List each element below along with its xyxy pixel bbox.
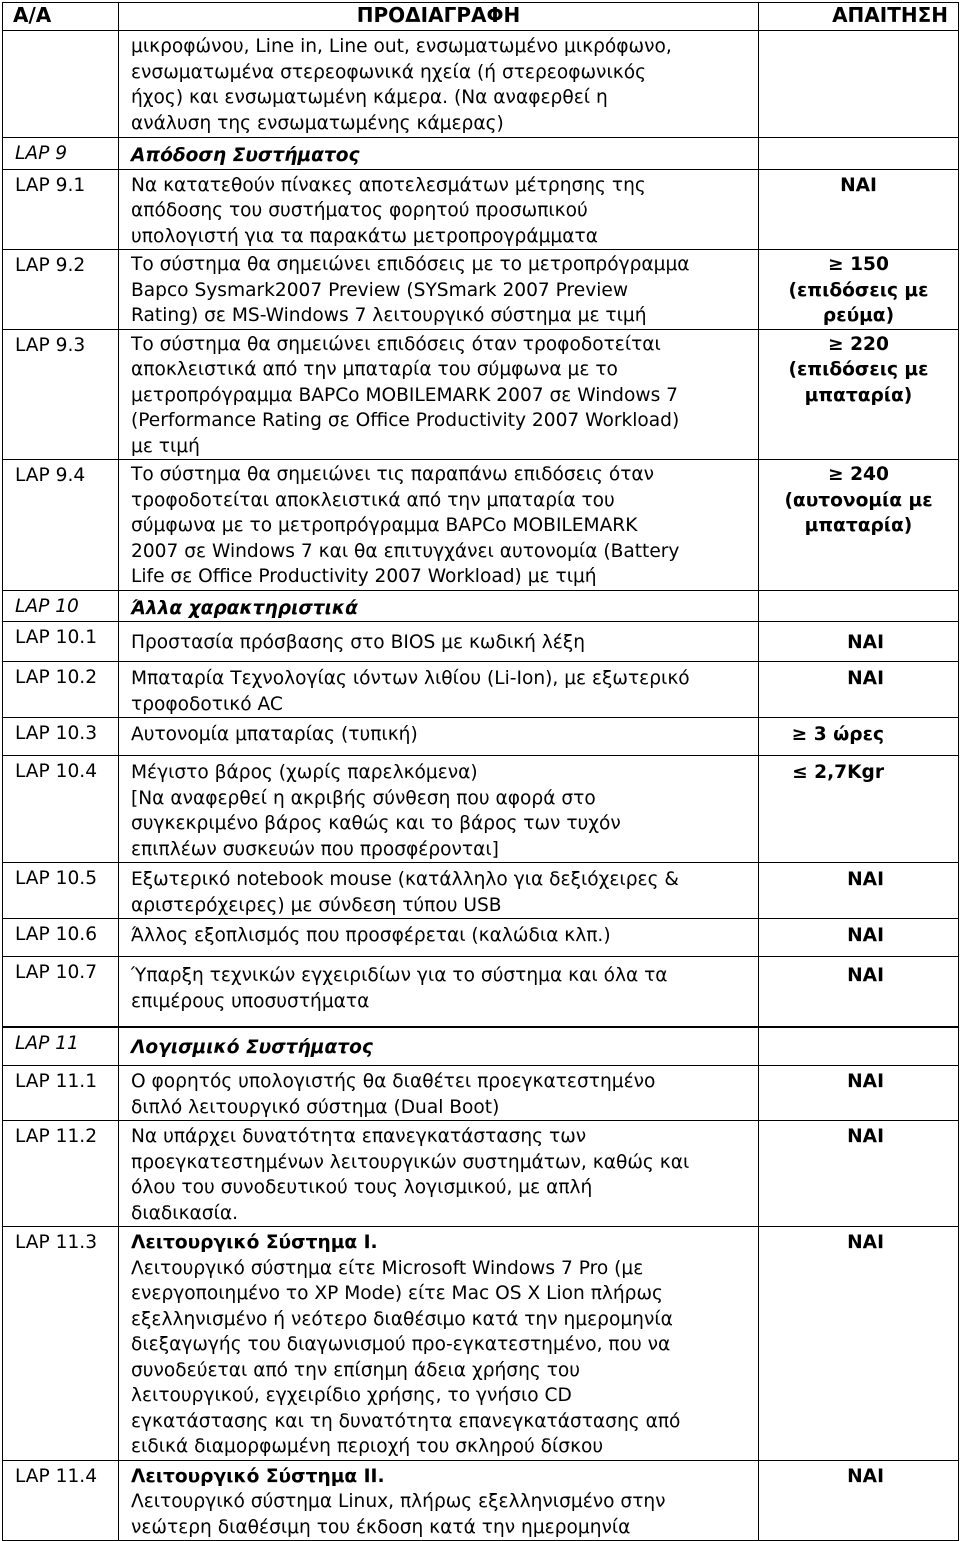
description-line: Αυτονομία μπαταρίας (τυπική) xyxy=(131,724,418,745)
item-description xyxy=(119,1460,759,1541)
requirement-line: ≥ 220 xyxy=(759,332,958,358)
description-title: Λειτουργικό Σύστημα Ι. xyxy=(131,1232,378,1253)
description-line: προεγκατεστημένων λειτουργικών συστημάτων, καθώς και xyxy=(131,1151,690,1173)
description-line: τροφοδοτείται αποκλειστικά από την μπαταρία του xyxy=(131,489,615,511)
requirement-line: ΝΑΙ xyxy=(840,174,877,196)
description-line: Bapco Sysmark2007 Preview (SYSmark 2007 Preview xyxy=(131,279,629,301)
requirement-line: ΝΑΙ xyxy=(847,1126,884,1147)
table-row xyxy=(3,756,959,863)
item-requirement xyxy=(759,718,959,756)
item-code: LAP 10.3 xyxy=(3,718,119,756)
item-description xyxy=(119,329,759,460)
item-requirement xyxy=(759,1460,959,1541)
item-requirement xyxy=(759,863,959,919)
item-code: LAP 11.3 xyxy=(3,1227,119,1461)
description-line: Μέγιστο βάρος (χωρίς παρελκόμενα) xyxy=(131,762,478,783)
description-line: συγκεκριμένο βάρος καθώς και το βάρος των τυχόν xyxy=(131,813,621,834)
item-code: LAP 10.5 xyxy=(3,863,119,919)
description-line: Λογισμικό Συστήματος xyxy=(131,1037,373,1058)
item-description xyxy=(119,250,759,330)
description-title: Λειτουργικό Σύστημα ΙΙ. xyxy=(131,1465,385,1487)
description-line: ενσωματωμένα στερεοφωνικά ηχεία (ή στερεοφωνικός xyxy=(131,61,646,83)
item-code: LAP 9.1 xyxy=(3,169,119,250)
table-row xyxy=(3,1460,959,1541)
description-line: αριστερόχειρες) με σύνδεση τύπου USB xyxy=(131,894,502,916)
item-requirement xyxy=(759,1121,959,1227)
requirement-line: (επιδόσεις με xyxy=(788,279,929,301)
item-code: LAP 9 xyxy=(3,138,119,170)
table-row xyxy=(3,169,959,250)
item-requirement xyxy=(759,622,959,662)
description-line: λειτουργικού, εγχειρίδιο χρήσης, το γνήσιο CD xyxy=(131,1385,572,1406)
item-requirement xyxy=(759,756,959,863)
item-requirement xyxy=(759,329,959,460)
description-line: συνοδεύεται από την επίσημη άδεια χρήσης του xyxy=(131,1359,581,1381)
table-row xyxy=(3,1121,959,1227)
table-row xyxy=(3,590,959,622)
requirement-line: ΝΑΙ xyxy=(847,1071,884,1092)
requirement-line: ρεύμα) xyxy=(822,305,895,326)
description-line: σύμφωνα με το μετροπρόγραμμα BAPCo MOBILEMARK xyxy=(131,515,638,536)
description-line: όλου του συνοδευτικού τους λογισμικού, με απλή xyxy=(131,1177,593,1198)
item-requirement xyxy=(759,1028,959,1066)
description-line: επιπλέων συσκευών που προσφέρονται] xyxy=(131,838,499,860)
description-line: [Να αναφερθεί η ακριβής σύνθεση που αφορά στο xyxy=(131,787,596,809)
description-line: Ο φορητός υπολογιστής θα διαθέτει προεγκατεστημένο xyxy=(131,1071,656,1092)
header-row xyxy=(3,3,959,31)
item-description xyxy=(119,460,759,591)
requirement-line: ΝΑΙ xyxy=(847,1465,884,1487)
item-code: LAP 11.4 xyxy=(3,1460,119,1541)
item-code: LAP 9.2 xyxy=(3,250,119,330)
table-row xyxy=(3,622,959,662)
requirement-line: ≥ 150 xyxy=(759,252,958,278)
item-description xyxy=(119,169,759,250)
description-line: Εξωτερικό notebook mouse (κατάλληλο για δεξιόχειρες & xyxy=(131,869,679,890)
item-description xyxy=(119,622,759,662)
table-row xyxy=(3,138,959,170)
description-line: Προστασία πρόσβασης στο BIOS με κωδική λέξη xyxy=(131,632,586,653)
requirement-line: ≥ 3 ώρες xyxy=(759,722,884,748)
spec-table-1 xyxy=(2,2,959,1027)
requirement-line: ΝΑΙ xyxy=(847,668,884,689)
spec-table-2 xyxy=(2,1027,959,1541)
description-line: Άλλα χαρακτηριστικά xyxy=(131,597,358,619)
description-line: ήχος) και ενσωματωμένη κάμερα. (Να αναφερθεί η xyxy=(131,87,608,108)
table-row xyxy=(3,1028,959,1066)
requirement-line: μπαταρία) xyxy=(804,384,913,406)
table-row xyxy=(3,31,959,138)
header-aa: Α/Α xyxy=(3,3,119,31)
item-requirement xyxy=(759,1227,959,1461)
item-description xyxy=(119,1227,759,1461)
table-row xyxy=(3,863,959,919)
item-requirement xyxy=(759,919,959,957)
item-requirement xyxy=(759,250,959,330)
requirement-line: ΝΑΙ xyxy=(847,925,884,946)
table-row xyxy=(3,1227,959,1461)
item-code: LAP 11 xyxy=(3,1028,119,1066)
description-line: Απόδοση Συστήματος xyxy=(131,145,360,166)
item-code: LAP 11.1 xyxy=(3,1066,119,1121)
header-spec: ΠΡΟΔΙΑΓΡΑΦΗ xyxy=(119,3,759,31)
table-row xyxy=(3,662,959,718)
description-line: ανάλυση της ενσωματωμένης κάμερας) xyxy=(131,112,504,134)
requirement-line: (αυτονομία με xyxy=(784,489,933,511)
description-line: εγκατάστασης και τη δυνατότητα επανεγκατάστασης από xyxy=(131,1410,681,1432)
item-code: LAP 10.7 xyxy=(3,957,119,1027)
item-description xyxy=(119,756,759,863)
description-line: απόδοσης του συστήματος φορητού προσωπικού xyxy=(131,200,588,221)
item-requirement xyxy=(759,460,959,591)
description-line: Ύπαρξη τεχνικών εγχειριδίων για το σύστημα και όλα τα xyxy=(131,965,668,986)
description-line: Λειτουργικό σύστημα Linux, πλήρως εξελληνισμένο στην xyxy=(131,1491,666,1512)
description-line: Μπαταρία Τεχνολογίας ιόντων λιθίου (Li-Ion), με εξωτερικό xyxy=(131,668,690,689)
item-code: LAP 9.3 xyxy=(3,329,119,460)
description-line: επιμέρους υποσυστήματα xyxy=(131,990,370,1012)
description-line: Το σύστημα θα σημειώνει τις παραπάνω επιδόσεις όταν xyxy=(131,464,655,485)
description-line: ενεργοποιημένο το XP Mode) είτε Mac OS X Lion πλήρως xyxy=(131,1283,663,1304)
item-description xyxy=(119,718,759,756)
item-description xyxy=(119,590,759,622)
item-code: LAP 10.4 xyxy=(3,756,119,863)
table-row xyxy=(3,329,959,460)
table-row xyxy=(3,250,959,330)
item-code: LAP 10 xyxy=(3,590,119,622)
table-row xyxy=(3,957,959,1027)
requirement-line: μπαταρία) xyxy=(804,515,913,536)
item-code: LAP 9.4 xyxy=(3,460,119,591)
item-requirement xyxy=(759,31,959,138)
table-row xyxy=(3,919,959,957)
description-line: διεξαγωγής του διαγωνισμού προ-εγκατεστημένο, που να xyxy=(131,1334,671,1355)
requirement-line: ΝΑΙ xyxy=(847,1232,884,1253)
item-description xyxy=(119,919,759,957)
description-line: Να κατατεθούν πίνακες αποτελεσμάτων μέτρησης της xyxy=(131,174,646,196)
description-line: Άλλος εξοπλισμός που προσφέρεται (καλώδια κλπ.) xyxy=(131,925,611,946)
header-requirement: ΑΠΑΙΤΗΣΗ xyxy=(759,3,959,31)
item-code: LAP 11.2 xyxy=(3,1121,119,1227)
description-line: υπολογιστή για τα παρακάτω μετροπρογράμματα xyxy=(131,225,598,247)
description-line: μετροπρόγραμμα BAPCo MOBILEMARK 2007 σε Windows 7 xyxy=(131,384,678,406)
description-line: Life σε Office Productivity 2007 Workload) με τιμή xyxy=(131,566,597,587)
description-line: Το σύστημα θα σημειώνει επιδόσεις με το μετροπρόγραμμα xyxy=(131,254,690,275)
item-requirement xyxy=(759,1066,959,1121)
description-line: μικροφώνου, Line in, Line out, ενσωματωμένο μικρόφωνο, xyxy=(131,36,672,57)
item-code: LAP 10.6 xyxy=(3,919,119,957)
item-description xyxy=(119,31,759,138)
item-requirement xyxy=(759,662,959,718)
description-line: αποκλειστικά από την μπαταρία του σύμφωνα με το xyxy=(131,359,618,380)
item-description xyxy=(119,1028,759,1066)
requirement-line: ΝΑΙ xyxy=(847,869,884,890)
item-code: LAP 10.2 xyxy=(3,662,119,718)
description-line: Rating) σε MS-Windows 7 λειτουργικό σύστημα με τιμή xyxy=(131,305,647,326)
item-description xyxy=(119,138,759,170)
item-requirement xyxy=(759,169,959,250)
description-line: Να υπάρχει δυνατότητα επανεγκατάστασης των xyxy=(131,1126,587,1147)
item-description xyxy=(119,662,759,718)
description-line: (Performance Rating σε Office Productivity 2007 Workload) xyxy=(131,410,680,431)
description-line: τροφοδοτικό AC xyxy=(131,693,283,715)
description-line: διπλό λειτουργικό σύστημα (Dual Boot) xyxy=(131,1096,500,1118)
item-requirement xyxy=(759,957,959,1027)
table-row xyxy=(3,1066,959,1121)
description-line: διαδικασία. xyxy=(131,1202,239,1224)
requirement-line: ≥ 240 xyxy=(759,462,958,488)
item-description xyxy=(119,957,759,1027)
item-requirement xyxy=(759,590,959,622)
table-row xyxy=(3,718,959,756)
description-line: Το σύστημα θα σημειώνει επιδόσεις όταν τροφοδοτείται xyxy=(131,333,661,355)
requirement-line: ΝΑΙ xyxy=(847,965,884,986)
item-code xyxy=(3,31,119,138)
description-line: 2007 σε Windows 7 και θα επιτυγχάνει αυτονομία (Battery xyxy=(131,540,680,562)
description-line: ειδικά διαμορφωμένη περιοχή του σκληρού δίσκου xyxy=(131,1436,604,1457)
description-line: νεώτερη διαθέσιμη του έκδοση κατά την ημερομηνία xyxy=(131,1516,631,1538)
requirement-line: (επιδόσεις με xyxy=(788,359,929,380)
requirement-line: ≤ 2,7Kgr xyxy=(792,762,884,783)
description-line: Λειτουργικό σύστημα είτε Microsoft Windows 7 Pro (με xyxy=(131,1257,644,1279)
item-requirement xyxy=(759,138,959,170)
description-line: με τιμή xyxy=(131,435,200,457)
table-row xyxy=(3,460,959,591)
item-description xyxy=(119,1066,759,1121)
item-description xyxy=(119,863,759,919)
item-description xyxy=(119,1121,759,1227)
requirement-line: ΝΑΙ xyxy=(847,632,884,653)
description-line: εξελληνισμένο ή νεότερο διαθέσιμο κατά την ημερομηνία xyxy=(131,1308,673,1330)
item-code: LAP 10.1 xyxy=(3,622,119,662)
